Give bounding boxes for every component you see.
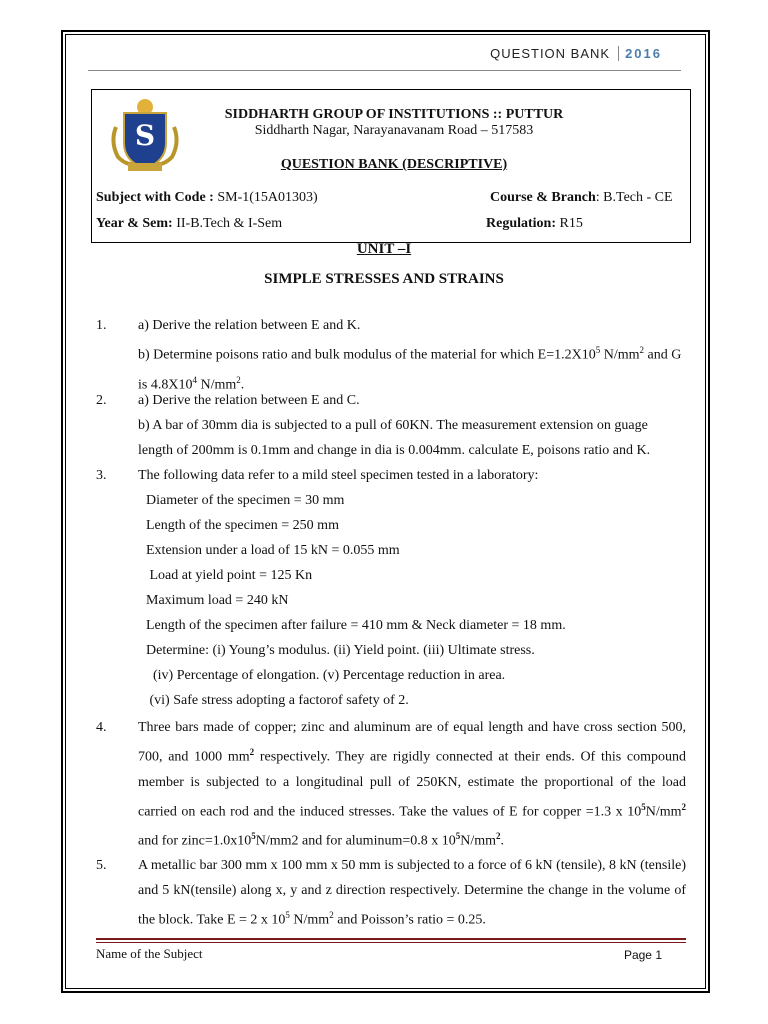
institution-name: SIDDHARTH GROUP OF INSTITUTIONS :: PUTTUR (224, 107, 564, 122)
question-number: 1. (96, 318, 107, 333)
question-2a: a) Derive the relation between E and C. (138, 393, 360, 408)
unit-title: UNIT –I (356, 241, 412, 257)
question-number: 5. (96, 858, 107, 873)
footer-rule-thin (96, 942, 686, 943)
question-2b: b) A bar of 30mm dia is subjected to a pull of 60KN. The measurement extension on guage length of 200mm is 0.1mm and change in dia is 0.004mm. calculate E, poisons ratio and K. (138, 418, 651, 458)
course-branch (490, 190, 673, 206)
year-label: Year & Sem: (96, 216, 173, 231)
data-line: (vi) Safe stress adopting a factorof safety of 2. (146, 693, 409, 708)
footer-page-number: Page 1 (623, 948, 662, 962)
footer-rule (96, 938, 686, 940)
question-number: 4. (96, 720, 107, 735)
regulation-label: Regulation: (486, 216, 556, 231)
data-line: Determine: (i) Young’s modulus. (ii) Yield point. (iii) Ultimate stress. (146, 643, 535, 658)
regulation-value: R15 (556, 216, 583, 231)
question-4 (96, 715, 686, 854)
course-value: : B.Tech - CE (595, 190, 673, 205)
question-5 (96, 853, 686, 933)
question-1b: b) Determine poisons ratio and bulk modulus of the material for which $E=1.2X10^5$ $N/mm^2$ and G is $4.8X10^4$ $N/mm^2$. (138, 345, 682, 393)
header-rule (88, 70, 681, 71)
unit-subtitle: SIMPLE STRESSES AND STRAINS (264, 271, 504, 287)
year-value: II-B.Tech & I-Sem (172, 216, 283, 231)
institution-address: Siddharth Nagar, Narayanavanam Road – 517583 (254, 123, 534, 138)
question-4-text: Three bars made of copper; zinc and aluminum are of equal length and have cross section 500, 700, and 1000 $mm^2$ respectively. They are rigidly connected at their ends. Of this compound member is subjected to a longitudinal pull of 250KN, estimate the proportional of the load carried on each rod and the induced stresses. Take the values of E for copper =1.3 x $10^5N/mm^2$ and for $zinc=1.0x10^5N/mm2$ and for aluminum=0.8 x $10^5N/mm^2$. (138, 720, 686, 849)
data-line: Length of the specimen = 250 mm (146, 518, 339, 533)
data-line: (iv) Percentage of elongation. (v) Percentage reduction in area. (146, 668, 506, 683)
question-3 (96, 463, 686, 713)
svg-text:S: S (134, 119, 156, 152)
question-5-text: A metallic bar 300 mm x 100 mm x 50 mm is subjected to a force of 6 kN (tensile), 8 kN (tensile) and 5 kN(tensile) along x, y and z direction respectively. Determine the change in the volume of the block. Take E = 2 x $10^5$ $N/mm^2$ and Poisson’s ratio = 0.25. (138, 858, 686, 928)
question-1 (96, 313, 686, 397)
question-number: 2. (96, 393, 107, 408)
question-2 (96, 388, 686, 463)
header-label: QUESTION BANK (490, 46, 611, 61)
data-line: Maximum load = 240 kN (146, 593, 289, 608)
header-year: 2016 (618, 46, 662, 61)
subject-code (96, 190, 318, 206)
footer-subject: Name of the Subject (96, 946, 203, 961)
data-line: Extension under a load of 15 kN = 0.055 mm (146, 543, 400, 558)
data-line: Load at yield point = 125 Kn (146, 568, 313, 583)
data-line: Diameter of the specimen = 30 mm (146, 493, 345, 508)
regulation (486, 216, 583, 232)
question-number: 3. (96, 468, 107, 483)
document-title: QUESTION BANK (DESCRIPTIVE) (280, 157, 508, 172)
question-1a: a) Derive the relation between E and K. (138, 318, 361, 333)
question-3-intro: The following data refer to a mild steel specimen tested in a laboratory: (138, 468, 539, 483)
data-line: Length of the specimen after failure = 410 mm & Neck diameter = 18 mm. (146, 618, 566, 633)
page-header (490, 46, 662, 61)
course-label: Course & Branch (490, 190, 596, 205)
subject-label: Subject with Code : (96, 190, 214, 205)
subject-value: SM-1(15A01303) (213, 190, 318, 205)
year-sem (96, 216, 282, 232)
